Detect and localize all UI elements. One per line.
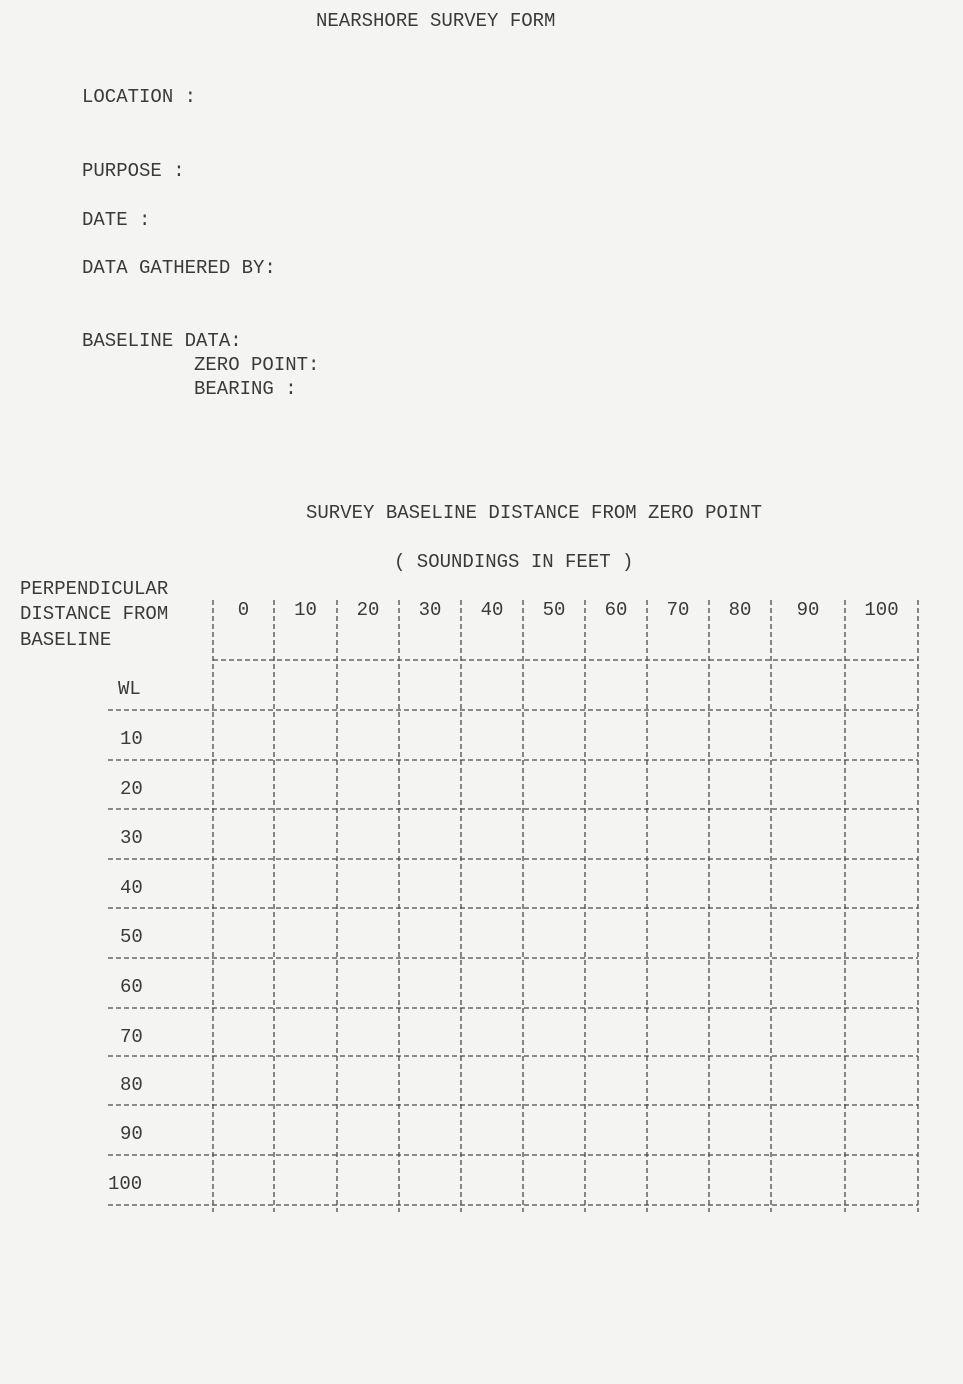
column-header-40: 40 bbox=[480, 599, 504, 621]
row-label-70: 70 bbox=[120, 1026, 143, 1048]
column-header-30: 30 bbox=[418, 599, 442, 621]
column-header-90: 90 bbox=[796, 599, 820, 621]
column-header-10: 10 bbox=[294, 599, 317, 621]
table-subtitle: ( SOUNDINGS IN FEET ) bbox=[394, 551, 634, 573]
column-header-70: 70 bbox=[666, 599, 690, 621]
row-label-50: 50 bbox=[120, 926, 143, 948]
column-header-80: 80 bbox=[728, 599, 752, 621]
row-header-line-1: PERPENDICULAR bbox=[20, 578, 169, 600]
column-header-60: 60 bbox=[604, 599, 628, 621]
data-gathered-by-label: DATA GATHERED BY: bbox=[82, 257, 276, 279]
table-title: SURVEY BASELINE DISTANCE FROM ZERO POINT bbox=[306, 502, 763, 524]
form-title: NEARSHORE SURVEY FORM bbox=[316, 10, 556, 32]
column-header-50: 50 bbox=[542, 599, 566, 621]
row-label-60: 60 bbox=[120, 976, 143, 998]
row-label-90: 90 bbox=[120, 1123, 143, 1145]
column-header-20: 20 bbox=[356, 599, 380, 621]
row-header-line-2: DISTANCE FROM bbox=[20, 603, 169, 625]
location-label: LOCATION : bbox=[82, 86, 197, 108]
row-label-40: 40 bbox=[120, 877, 143, 899]
purpose-label: PURPOSE : bbox=[82, 160, 185, 182]
bearing-label: BEARING : bbox=[194, 378, 297, 400]
baseline-data-label: BASELINE DATA: bbox=[82, 330, 242, 352]
column-header-0: 0 bbox=[237, 599, 250, 621]
row-label-80: 80 bbox=[120, 1074, 143, 1096]
column-header-100: 100 bbox=[864, 599, 899, 621]
date-label: DATE : bbox=[82, 209, 151, 231]
row-label-20: 20 bbox=[120, 778, 143, 800]
zero-point-label: ZERO POINT: bbox=[194, 354, 320, 376]
row-label-wl: WL bbox=[118, 678, 141, 700]
row-header-line-3: BASELINE bbox=[20, 629, 112, 651]
row-label-10: 10 bbox=[120, 728, 143, 750]
row-label-100: 100 bbox=[108, 1173, 143, 1195]
row-label-30: 30 bbox=[120, 827, 143, 849]
